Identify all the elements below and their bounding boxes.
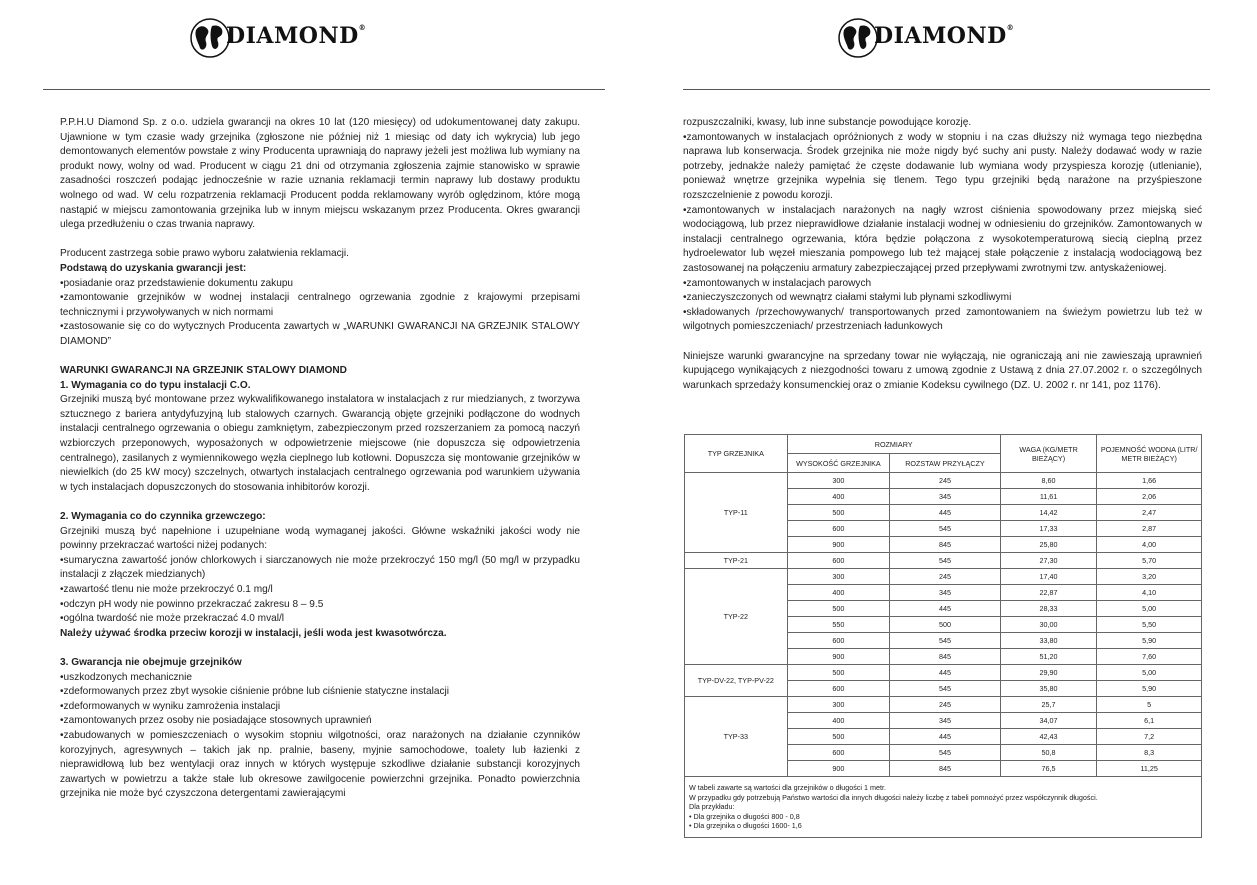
table-cell: 445 (890, 601, 1001, 617)
table-cell: 400 (787, 713, 890, 729)
table-cell: 29,90 (1000, 665, 1097, 681)
table-cell: 545 (890, 745, 1001, 761)
table-cell: 300 (787, 473, 890, 489)
table-cell: 600 (787, 745, 890, 761)
table-row (685, 473, 1202, 489)
spec-table-body (685, 473, 1202, 777)
table-cell: 445 (890, 729, 1001, 745)
table-cell: 445 (890, 665, 1001, 681)
brand-logo (188, 14, 366, 58)
section-2-heading: 2. Wymagania co do czynnika grzewczego: (60, 511, 266, 523)
basis-item: • zastosowanie się co do wytycznych Producenta zawartych w „WARUNKI GWARANCJI NA GRZEJNIK STALOWY DIAMOND” (60, 320, 580, 349)
type-cell: TYP-22 (685, 569, 788, 665)
table-cell: 545 (890, 633, 1001, 649)
col-header-weight: WAGA (KG/METR BIEŻĄCY) (1000, 435, 1097, 473)
table-cell: 345 (890, 489, 1001, 505)
intro-paragraph: P.P.H.U Diamond Sp. z o.o. udziela gwarancji na okres 10 lat (120 miesięcy) od udokumentowanej daty zakupu. Ujawnione w tym czasie wady grzejnika (zgłoszone nie później niż 1 miesiąc od daty ich wykrycia) lub jego demontowanych elementów powstałe z winy Producenta uprawniają do naprawy jeżeli jest możliwa lub wymiany na produkt nowy, wolny od wad. Producent w ciągu 21 dni od otrzymania zgłoszenia zajmie stanowisko w sprawie zasadności roszczeń podając jednocześnie w razie uznania reklamacji termin naprawy lub dostawy produktu wolnego od wad. W celu rozpatrzenia reklamacji Producent podda reklamowany wyrób oględzinom, które mogą nastąpić w miejscu zamontowania grzejnika lub w innym miejscu wskazanym przez Producenta. Okres gwarancji ulega przedłużeniu o czas trwania naprawy. (60, 117, 580, 231)
table-cell: 400 (787, 489, 890, 505)
table-cell: 11,61 (1000, 489, 1097, 505)
table-cell: 845 (890, 537, 1001, 553)
basis-item: • posiadanie oraz przedstawienie dokumentu zakupu (60, 277, 580, 292)
note-line: W przypadku gdy potrzebują Państwo wartości dla innych długości należy liczbę z tabeli pomnożyć przez współczynnik długości. (689, 792, 1098, 802)
table-cell: 500 (787, 505, 890, 521)
water-limit-item: • ogólna twardość nie może przekraczać 4.0 mval/l (60, 612, 580, 627)
exclusion-item: • zamontowanych w instalacjach parowych (683, 277, 1202, 292)
table-cell: 5,90 (1097, 633, 1202, 649)
left-column (60, 116, 580, 802)
table-row (685, 553, 1202, 569)
table-cell: 30,00 (1000, 617, 1097, 633)
exclusion-item: • składowanych /przechowywanych/ transportowanych przed zamontowaniem na świeżym powietrzu lub też w wilgotnych pomieszczeniach/ przestrzeniach ładunkowych (683, 306, 1202, 335)
basis-item: • zamontowanie grzejników w wodnej instalacji centralnego ogrzewania zgodnie z krajowymi przepisami technicznymi i przywoływanych w nich normami (60, 291, 580, 320)
table-cell: 600 (787, 553, 890, 569)
col-header-height: WYSOKOŚĆ GRZEJNIKA (787, 454, 890, 473)
table-cell: 5,90 (1097, 681, 1202, 697)
table-cell: 5,00 (1097, 601, 1202, 617)
table-cell: 500 (787, 729, 890, 745)
table-cell: 6,1 (1097, 713, 1202, 729)
type-cell: TYP-33 (685, 697, 788, 777)
table-cell: 76,5 (1000, 761, 1097, 777)
table-cell: 500 (787, 665, 890, 681)
table-cell: 445 (890, 505, 1001, 521)
water-limit-item: • zawartość tlenu nie może przekroczyć 0.1 mg/l (60, 583, 580, 598)
note-line: Dla przykładu: (689, 802, 735, 811)
table-cell: 5,50 (1097, 617, 1202, 633)
table-row (685, 569, 1202, 585)
header-divider (683, 89, 1210, 90)
table-note-row (685, 777, 1202, 838)
basis-heading: Podstawą do uzyskania gwarancji jest: (60, 262, 247, 274)
type-cell: TYP-21 (685, 553, 788, 569)
table-cell: 5 (1097, 697, 1202, 713)
conditions-heading: WARUNKI GWARANCJI NA GRZEJNIK STALOWY DIAMOND (60, 365, 347, 377)
header-divider (43, 89, 605, 90)
closing-paragraph: Niniejsze warunki gwarancyjne na sprzedany towar nie wyłączają, nie ograniczają ani nie zawieszają uprawnień kupującego wynikających z niezgodności towaru z umową zgodnie z Ustawą z dnia 27.07.2002 r. o szczególnych warunkach sprzedaży konsumenckiej oraz o zmianie Kodeksu cywilnego (DZ. U. 2002 r. nr 141, poz 1176). (683, 350, 1202, 391)
table-cell: 51,20 (1000, 649, 1097, 665)
table-cell: 300 (787, 569, 890, 585)
right-column (683, 116, 1202, 393)
table-cell: 35,80 (1000, 681, 1097, 697)
col-header-type: TYP GRZEJNIKA (685, 435, 788, 473)
table-cell: 4,00 (1097, 537, 1202, 553)
section-1-text: Grzejniki muszą być montowane przez wykwalifikowanego instalatora w instalacjach z rur miedzianych, z tworzywa sztucznego z bariera antydyfuzyjną lub stalowych czarnych. Gwarancją objęte grzejniki podłączone do wodnych instalacji centralnego ogrzewania o obiegu zamkniętym, zabezpieczonym przed rozszerzaniem za pomocą naczyń wzbiorczych przeponowych, wyposażonych w odpowietrzenie miejscowe (nie dopuszcza się odpowietrzenia centralnego), zasilanych z wymiennikowego węzła cieplnego lub kotłowni. Dopuszcza się montowanie grzejników w niewielkich (do 25 kW mocy) szczelnych, otwartych instalacjach centralnego ogrzewania pod warunkiem używania w tych instalacjach dopuszczonych do stosowania inhibitorów korozji. (60, 394, 580, 493)
brand-name: DIAMOND® (226, 23, 367, 49)
table-cell: 5,70 (1097, 553, 1202, 569)
table-cell: 50,8 (1000, 745, 1097, 761)
col-header-dims: ROZMIARY (787, 435, 1000, 454)
table-cell: 550 (787, 617, 890, 633)
table-cell: 245 (890, 569, 1001, 585)
section-1-heading: 1. Wymagania co do typu instalacji C.O. (60, 379, 251, 391)
table-cell: 33,80 (1000, 633, 1097, 649)
table-cell: 34,07 (1000, 713, 1097, 729)
table-cell: 8,3 (1097, 745, 1202, 761)
section-2-bold-note: Należy używać środka przeciw korozji w instalacji, jeśli woda jest kwasotwórcza. (60, 627, 447, 639)
table-cell: 22,87 (1000, 585, 1097, 601)
table-cell: 545 (890, 553, 1001, 569)
table-cell: 3,20 (1097, 569, 1202, 585)
table-cell: 1,66 (1097, 473, 1202, 489)
note-line: • Dla grzejnika o długości 800 - 0,8 (689, 811, 800, 821)
table-cell: 300 (787, 697, 890, 713)
note-line: • Dla grzejnika o długości 1600- 1,6 (689, 821, 802, 830)
exclusion-item: • zabudowanych w pomieszczeniach o wysokim stopniu wilgotności, oraz narażonych na działanie czynników korozyjnych, agresywnych – takich jak np. pralnie, baseny, myjnie samochodowe, toalety lub łazienki z nieprawidłową lub bez wentylacji oraz innych w których występuje szkodliwe działanie substancji korozyjnych zawartych w powietrzu a także stałe lub okresowe zawilgocenie powierzchni grzejnika. Ponadto powierzchnia grzejnika nie może być czyszczona detergentami zawierającymi (60, 729, 580, 802)
table-cell: 600 (787, 633, 890, 649)
table-cell: 2,47 (1097, 505, 1202, 521)
table-cell: 600 (787, 681, 890, 697)
type-cell: TYP-DV-22, TYP-PV-22 (685, 665, 788, 697)
table-cell: 28,33 (1000, 601, 1097, 617)
table-cell: 7,2 (1097, 729, 1202, 745)
radiator-spec-table (684, 434, 1202, 838)
table-cell: 900 (787, 537, 890, 553)
table-cell: 545 (890, 681, 1001, 697)
exclusion-item: • zamontowanych w instalacjach opróżnionych z wody w stopniu i na czas dłuższy niż wymaga tego niezbędna naprawa lub konserwacja. Środek grzejnika nie może nigdy być suchy ani pusty. Należy dodawać wody w razie potrzeby, jednakże należy pamiętać że częste dodawanie lub wymiana wody przyspiesza korozję (utlenianie), ponieważ wnętrze grzejnika wypełnia się tlenem. Tego typu grzejniki będą narażone na przyśpieszone rozszczelnienie z powodu korozji. (683, 131, 1202, 204)
table-cell: 845 (890, 649, 1001, 665)
exclusion-item: • zdeformowanych w wyniku zamrożenia instalacji (60, 700, 580, 715)
table-row (685, 665, 1202, 681)
water-limit-item: • sumaryczna zawartość jonów chlorkowych i siarczanowych nie może przekroczyć 150 mg/l (50 mg/l w przypadku instalacji z złączek miedzianych) (60, 554, 580, 583)
table-note (685, 777, 1202, 838)
table-cell: 400 (787, 585, 890, 601)
table-cell: 345 (890, 713, 1001, 729)
water-limit-item: • odczyn pH wody nie powinno przekraczać zakresu 8 – 9.5 (60, 598, 580, 613)
table-cell: 27,30 (1000, 553, 1097, 569)
table-cell: 8,60 (1000, 473, 1097, 489)
exclusion-item: • zdeformowanych przez zbyt wysokie ciśnienie próbne lub ciśnienie statyczne instalacji (60, 685, 580, 700)
right-page (628, 0, 1257, 885)
table-cell: 500 (787, 601, 890, 617)
table-cell: 11,25 (1097, 761, 1202, 777)
table-cell: 2,06 (1097, 489, 1202, 505)
table-cell: 4,10 (1097, 585, 1202, 601)
table-cell: 245 (890, 697, 1001, 713)
exclusion-item: • zamontowanych w instalacjach narażonych na nagły wzrost ciśnienia spowodowany przez miejską sieć wodociągową, lub przez nieprawidłowe działanie instalacji wodnej w odniesieniu do grzejników. Zamontowanych w instalacji centralnego ogrzewania, która będzie połączona z wysokotemperaturową siecią cieplną przez hydroelewator lub węzeł mieszania pompowego lub też mającej stałe połączenie z instalacją wodociągową bez zastosowanej na połączeniu armatury zabezpieczającej przed przepływami zwrotnymi tzw. antyskażeniowej. (683, 204, 1202, 277)
table-cell: 500 (890, 617, 1001, 633)
col-header-spacing: ROZSTAW PRZYŁĄCZY (890, 454, 1001, 473)
table-cell: 7,60 (1097, 649, 1202, 665)
section-3-heading: 3. Gwarancja nie obejmuje grzejników (60, 656, 242, 668)
table-cell: 545 (890, 521, 1001, 537)
table-cell: 600 (787, 521, 890, 537)
table-cell: 245 (890, 473, 1001, 489)
brand-name: DIAMOND® (874, 23, 1015, 49)
exclusion-item: • zamontowanych przez osoby nie posiadające stosownych uprawnień (60, 714, 580, 729)
table-cell: 845 (890, 761, 1001, 777)
col-header-capacity: POJEMNOŚĆ WODNA (LITR/ METR BIEŻĄCY) (1097, 435, 1202, 473)
type-cell: TYP-11 (685, 473, 788, 553)
section-2-text: Grzejniki muszą być napełnione i uzupełniane wodą wymaganej jakości. Główne wskaźniki jakości wody nie powinny przekraczać wartości niżej podanych: (60, 525, 580, 552)
table-cell: 25,7 (1000, 697, 1097, 713)
left-page (0, 0, 628, 885)
table-cell: 345 (890, 585, 1001, 601)
table-cell: 17,40 (1000, 569, 1097, 585)
exclusion-item: • uszkodzonych mechanicznie (60, 671, 580, 686)
table-cell: 900 (787, 761, 890, 777)
table-cell: 25,80 (1000, 537, 1097, 553)
note-line: W tabeli zawarte są wartości dla grzejników o długości 1 metr. (689, 783, 886, 792)
continued-text: rozpuszczalniki, kwasy, lub inne substancje powodujące korozję. (683, 117, 972, 128)
table-cell: 14,42 (1000, 505, 1097, 521)
table-row (685, 697, 1202, 713)
table-cell: 17,33 (1000, 521, 1097, 537)
table-cell: 42,43 (1000, 729, 1097, 745)
table-cell: 900 (787, 649, 890, 665)
table-cell: 5,00 (1097, 665, 1202, 681)
exclusion-item: • zanieczyszczonych od wewnątrz ciałami stałymi lub płynami szkodliwymi (683, 291, 1202, 306)
reserve-text: Producent zastrzega sobie prawo wyboru załatwienia reklamacji. (60, 248, 349, 260)
table-cell: 2,87 (1097, 521, 1202, 537)
brand-logo (836, 14, 1014, 58)
